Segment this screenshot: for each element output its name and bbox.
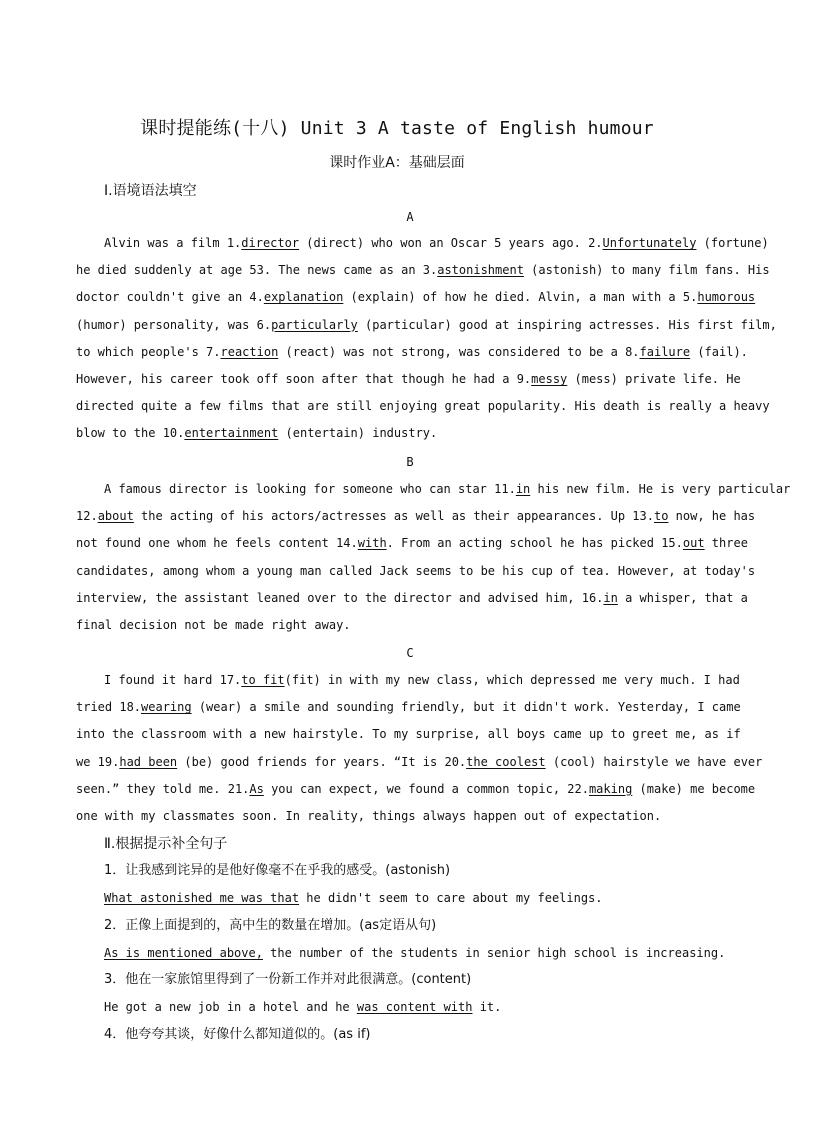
part-c-line: [104, 670, 740, 690]
part-a-label: A: [406, 210, 414, 224]
part-a-line: [76, 287, 756, 307]
text-run: (be) good friends for years. “It is 20.: [177, 754, 467, 769]
text-run: candidates, among whom a young man called Jack seems to be his cup of tea. However, at today's: [76, 563, 756, 578]
text-run: Alvin was a film 1.: [104, 236, 242, 250]
text-run: (direct) who won an Oscar 5 years ago. 2.: [299, 236, 603, 250]
answer-blank: out: [682, 536, 705, 551]
text-run: (particular) good at inspiring actresses. His first film,: [357, 317, 777, 332]
text-run: to which people's 7.: [76, 344, 221, 359]
text-run: a whisper, that a: [617, 590, 748, 605]
text-run: he died suddenly at age 53. The news came as an 3.: [76, 263, 438, 278]
text-run: (humor) personality, was 6.: [76, 317, 272, 332]
part-a-line: [76, 369, 741, 389]
text-run: (fit) in with my new class, which depressed me very much. I had: [284, 673, 740, 687]
exercise-answer: [104, 997, 718, 1017]
answer-blank: humorous: [697, 290, 756, 305]
answer-blank: failure: [639, 344, 691, 359]
answer-blank: to fit: [241, 673, 285, 687]
text-run: the number of the students in senior high school is increasing.: [262, 945, 726, 960]
text-run: three: [704, 536, 748, 551]
page-title: 课时提能练(十八) Unit 3 A taste of English humour: [140, 118, 654, 139]
part-b-line: [76, 533, 748, 553]
text-run: directed quite a few films that are still enjoying great popularity. His death is really a heavy: [76, 399, 770, 414]
part-b-line: [76, 588, 748, 608]
answer-blank: entertainment: [184, 426, 279, 441]
part-b-line: [76, 615, 718, 635]
exercise-prompt: 3．他在一家旅馆里得到了一份新工作并对此很满意。(content): [104, 972, 472, 987]
text-run: I found it hard 17.: [104, 673, 242, 687]
answer-blank: messy: [531, 372, 568, 386]
text-run: (wear) a smile and sounding friendly, but it didn't work. Yesterday, I came: [191, 700, 741, 715]
part-a-line: [104, 233, 769, 253]
text-run: not found one whom he feels content 14.: [76, 536, 358, 551]
text-run: final decision not be made right away.: [76, 618, 351, 632]
answer-blank: the coolest: [466, 754, 546, 769]
text-run: A famous director is looking for someone who can star 11.: [104, 482, 516, 496]
text-run: (mess) private life. He: [567, 372, 741, 386]
answer-blank: wearing: [141, 700, 192, 715]
part-a-line: [76, 396, 770, 416]
part-b-line: [76, 561, 756, 581]
text-run: the acting of his actors/actresses as well as their appearances. Up 13.: [133, 509, 654, 524]
part-c-line: [76, 779, 756, 799]
answer-blank: What astonished me was that: [104, 891, 300, 905]
section-2-heading: Ⅱ.根据提示补全句子: [104, 836, 228, 852]
text-run: (make) me become: [632, 781, 756, 796]
answer-blank: As is mentioned above,: [104, 945, 263, 960]
text-run: (react) was not strong, was considered to be a 8.: [278, 344, 640, 359]
text-run: doctor couldn't give an 4.: [76, 290, 264, 305]
part-a-line: [76, 260, 770, 280]
text-run: (cool) hairstyle we have ever: [545, 754, 763, 769]
text-run: blow to the 10.: [76, 426, 185, 441]
text-run: (explain) of how he died. Alvin, a man with a 5.: [343, 290, 698, 305]
page-subtitle: 课时作业A：基础层面: [329, 155, 465, 171]
text-run: it.: [472, 1000, 502, 1014]
answer-blank: in: [603, 590, 618, 605]
answer-blank: to: [653, 509, 669, 524]
part-c-label: C: [406, 646, 414, 660]
answer-blank: astonishment: [437, 263, 524, 278]
exercise-prompt: 4．他夸夸其谈，好像什么都知道似的。(as if): [104, 1026, 371, 1042]
part-b-line: [104, 479, 791, 499]
section-1-heading: Ⅰ.语境语法填空: [104, 183, 197, 199]
answer-blank: reaction: [220, 344, 279, 359]
text-run: He got a new job in a hotel and he: [104, 1000, 357, 1014]
text-run: seen.” they told me. 21.: [76, 781, 250, 796]
exercise-prompt: 2．正像上面提到的，高中生的数量在增加。(as定语从句): [104, 917, 437, 933]
text-run: his new film. He is very particular: [530, 482, 791, 496]
text-run: . From an acting school he has picked 15.: [386, 536, 683, 551]
answer-blank: about: [97, 509, 134, 524]
part-a-line: [76, 342, 748, 362]
answer-blank: was content with: [356, 1000, 473, 1014]
part-c-line: [76, 724, 741, 744]
answer-blank: making: [588, 781, 633, 796]
answer-blank: in: [515, 482, 531, 496]
exercise-answer: [104, 888, 718, 908]
part-c-line: [76, 697, 741, 717]
text-run: (astonish) to many film fans. His: [523, 263, 770, 278]
part-c-line: [76, 806, 718, 826]
text-run: into the classroom with a new hairstyle. To my surprise, all boys came up to greet me, as if: [76, 727, 741, 742]
answer-blank: director: [241, 236, 300, 250]
answer-blank: Unfortunately: [602, 236, 697, 250]
text-run: now, he has: [668, 509, 756, 524]
text-run: (entertain) industry.: [278, 426, 438, 441]
part-b-line: [76, 506, 756, 526]
part-a-line: [76, 423, 718, 443]
text-run: interview, the assistant leaned over to the director and advised him, 16.: [76, 590, 604, 605]
answer-blank: with: [357, 536, 387, 551]
part-c-line: [76, 752, 763, 772]
text-run: (fortune): [696, 236, 769, 250]
text-run: tried 18.: [76, 700, 142, 715]
answer-blank: had been: [119, 754, 178, 769]
exercise-answer: [104, 943, 726, 963]
answer-blank: particularly: [271, 317, 358, 332]
text-run: you can expect, we found a common topic, 22.: [263, 781, 589, 796]
part-b-label: B: [406, 455, 414, 469]
text-run: we 19.: [76, 754, 120, 769]
text-run: 12.: [76, 509, 98, 524]
answer-blank: explanation: [263, 290, 344, 305]
answer-blank: As: [249, 781, 264, 796]
exercise-prompt: 1．让我感到诧异的是他好像毫不在乎我的感受。(astonish): [104, 863, 451, 878]
text-run: he didn't seem to care about my feelings.: [299, 891, 603, 905]
part-a-line: [76, 315, 777, 335]
text-run: However, his career took off soon after that though he had a 9.: [76, 372, 532, 386]
text-run: (fail).: [690, 344, 748, 359]
text-run: one with my classmates soon. In reality, things always happen out of expectation.: [76, 809, 662, 823]
